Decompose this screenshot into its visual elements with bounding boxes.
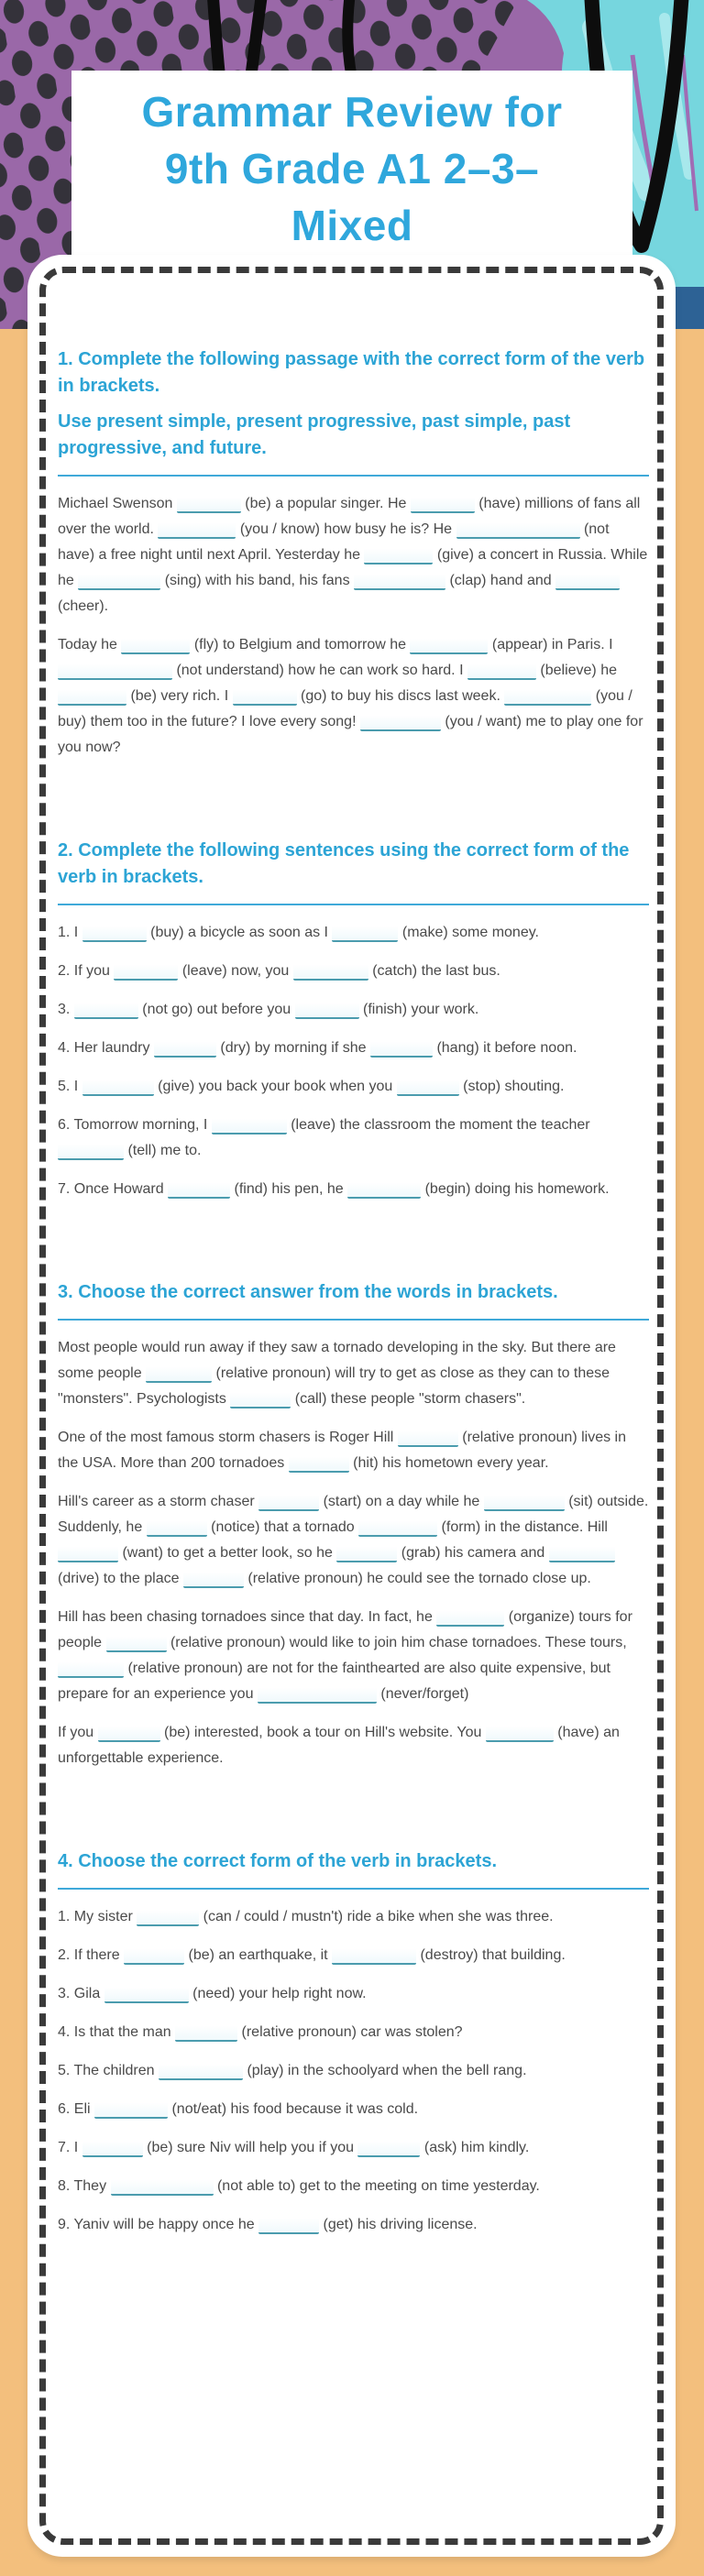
passage-paragraph <box>58 1335 649 1412</box>
worksheet-title <box>79 83 625 254</box>
answer-blank[interactable] <box>258 1489 319 1511</box>
text-run: 1. I <box>58 925 82 940</box>
answer-blank[interactable] <box>114 959 178 981</box>
sentence-item <box>58 920 649 946</box>
text-run: (can / could / mustn't) ride a bike when she was three. <box>199 1909 554 1924</box>
text-run: 8. They <box>58 2178 111 2194</box>
answer-blank[interactable] <box>436 1605 504 1627</box>
answer-blank[interactable] <box>82 2135 143 2157</box>
sentence-item <box>58 2135 649 2161</box>
sentence-item <box>58 1074 649 1100</box>
section-subheading: Use present simple, present progressive, past simple, past progressive, and future. <box>58 411 571 458</box>
text-run: (relative pronoun) are not for the fainthearted are also quite expensive, but prepare for an experience you <box>58 1661 610 1702</box>
text-run: (not have) a free night until next April. Yesterday he <box>58 521 610 563</box>
text-run: 5. I <box>58 1079 82 1094</box>
sentence-item <box>58 997 649 1023</box>
text-run: (you / buy) them too in the future? I love every song! <box>58 688 632 729</box>
answer-blank[interactable] <box>146 1361 212 1383</box>
text-run: (cheer). <box>58 598 109 614</box>
worksheet-card <box>28 255 676 2557</box>
heading-divider <box>58 1888 649 1890</box>
text-run: 2. If there <box>58 1947 125 1963</box>
answer-blank[interactable] <box>410 632 488 654</box>
text-run: (leave) the classroom the moment the teacher <box>286 1117 590 1133</box>
text-run: (destroy) that building. <box>416 1947 566 1963</box>
sentence-item <box>58 1036 649 1061</box>
text-run: (give) a concert in Russia. While he <box>58 547 648 588</box>
passage-paragraph <box>58 1489 649 1592</box>
answer-blank[interactable] <box>124 1943 184 1965</box>
answer-blank[interactable] <box>94 2097 168 2119</box>
answer-blank[interactable] <box>354 568 446 590</box>
worksheet-title-box <box>72 71 632 270</box>
answer-blank[interactable] <box>398 1425 458 1447</box>
text-run: (not able to) get to the meeting on time yesterday. <box>213 2178 540 2194</box>
text-run: Most people would run away if they saw a tornado developing in the sky. But there are some people <box>58 1340 616 1381</box>
text-run: One of the most famous storm chasers is Roger Hill <box>58 1430 398 1445</box>
passage-paragraph <box>58 1605 649 1707</box>
text-run: (hit) his hometown every year. <box>348 1455 549 1471</box>
answer-blank[interactable] <box>258 2212 319 2234</box>
text-run: (give) you back your book when you <box>153 1079 397 1094</box>
text-run: (relative pronoun) car was stolen? <box>237 2024 463 2040</box>
passage-paragraph <box>58 1425 649 1476</box>
answer-blank[interactable] <box>360 709 441 731</box>
section-heading: 3. Choose the correct answer from the words in brackets. <box>58 1282 558 1302</box>
sentence-item <box>58 2097 649 2122</box>
answer-blank[interactable] <box>212 1113 287 1135</box>
text-run: (call) these people "storm chasers". <box>291 1391 526 1407</box>
exercise-section-2 <box>58 838 649 1202</box>
title-line: Mixed <box>291 202 413 249</box>
section-heading: 1. Complete the following passage with the correct form of the verb in brackets. <box>58 349 645 396</box>
text-run: 6. Eli <box>58 2101 95 2117</box>
answer-blank[interactable] <box>82 1074 154 1096</box>
answer-blank[interactable] <box>233 684 297 706</box>
text-run: 3. <box>58 1002 74 1017</box>
passage-paragraph <box>58 491 649 619</box>
text-run: 1. My sister <box>58 1909 138 1924</box>
text-run: (begin) doing his homework. <box>421 1181 610 1197</box>
text-run: (ask) him kindly. <box>420 2140 530 2155</box>
text-run: Hill has been chasing tornadoes since that day. In fact, he <box>58 1609 437 1625</box>
section-heading: 4. Choose the correct form of the verb in brackets. <box>58 1851 498 1871</box>
heading-divider <box>58 1319 649 1321</box>
answer-blank[interactable] <box>58 1656 124 1678</box>
text-run: (dry) by morning if she <box>215 1040 370 1056</box>
answer-blank[interactable] <box>358 1515 437 1537</box>
sentence-item <box>58 2058 649 2084</box>
answer-blank[interactable] <box>293 959 368 981</box>
text-run: If you <box>58 1725 98 1740</box>
answer-blank[interactable] <box>484 1489 565 1511</box>
heading-divider <box>58 904 649 905</box>
text-run: (grab) his camera and <box>397 1545 549 1561</box>
text-run: (not/eat) his food because it was cold. <box>168 2101 419 2117</box>
text-run: 4. Is that the man <box>58 2024 176 2040</box>
text-run: (not understand) how he can work so hard. I <box>172 663 468 678</box>
text-run: (tell) me to. <box>124 1143 202 1158</box>
answer-blank[interactable] <box>106 1630 167 1652</box>
answer-blank[interactable] <box>289 1451 349 1473</box>
sentence-item <box>58 1981 649 2007</box>
answer-blank[interactable] <box>111 2174 214 2196</box>
text-run: 3. Gila <box>58 1986 104 2001</box>
answer-blank[interactable] <box>154 1036 216 1058</box>
answer-blank[interactable] <box>556 568 620 590</box>
text-run: 7. Once Howard <box>58 1181 169 1197</box>
answer-blank[interactable] <box>58 1138 124 1160</box>
text-run: (clap) hand and <box>446 573 556 588</box>
text-run: (relative pronoun) lives in the USA. More than 200 tornadoes <box>58 1430 626 1471</box>
text-run: (start) on a day while he <box>319 1494 484 1509</box>
answer-blank[interactable] <box>332 920 398 942</box>
exercise-section-1 <box>58 346 649 761</box>
text-run: (need) your help right now. <box>188 1986 367 2001</box>
answer-blank[interactable] <box>158 517 236 539</box>
text-run: (stop) shouting. <box>458 1079 565 1094</box>
sentence-item <box>58 1177 649 1202</box>
answer-blank[interactable] <box>358 2135 420 2157</box>
answer-blank[interactable] <box>159 2058 243 2080</box>
text-run: (go) to buy his discs last week. <box>296 688 505 704</box>
answer-blank[interactable] <box>468 658 536 680</box>
answer-blank[interactable] <box>168 1177 230 1199</box>
sentence-item <box>58 1943 649 1968</box>
text-run: (be) sure Niv will help you if you <box>142 2140 358 2155</box>
answer-blank[interactable] <box>177 491 241 513</box>
heading-divider <box>58 475 649 477</box>
text-run: (be) very rich. I <box>126 688 233 704</box>
text-run: (catch) the last bus. <box>368 963 500 979</box>
text-run: 4. Her laundry <box>58 1040 154 1056</box>
answer-blank[interactable] <box>397 1074 459 1096</box>
text-run: (make) some money. <box>398 925 539 940</box>
answer-blank[interactable] <box>347 1177 421 1199</box>
text-run: (get) his driving license. <box>319 2217 478 2232</box>
answer-blank[interactable] <box>104 1981 189 2003</box>
answer-blank[interactable] <box>183 1566 244 1588</box>
answer-blank[interactable] <box>504 684 591 706</box>
answer-blank[interactable] <box>332 1943 416 1965</box>
text-run: (form) in the distance. Hill <box>437 1519 608 1535</box>
answer-blank[interactable] <box>411 491 475 513</box>
answer-blank[interactable] <box>82 920 147 942</box>
answer-blank[interactable] <box>137 1904 199 1926</box>
text-run: (fly) to Belgium and tomorrow he <box>190 637 411 652</box>
text-run: (believe) he <box>535 663 617 678</box>
text-run: (you / want) me to play one for you now? <box>58 714 644 755</box>
answer-blank[interactable] <box>58 684 126 706</box>
sentence-item <box>58 1113 649 1164</box>
answer-blank[interactable] <box>74 997 138 1019</box>
text-run: (notice) that a tornado <box>206 1519 359 1535</box>
answer-blank[interactable] <box>336 1540 397 1562</box>
text-run: (relative pronoun) he could see the tornado close up. <box>243 1571 591 1586</box>
answer-blank[interactable] <box>456 517 580 539</box>
passage-paragraph <box>58 1720 649 1771</box>
passage-paragraph <box>58 632 649 761</box>
title-line: Grammar Review for <box>141 88 563 136</box>
text-run: (leave) now, you <box>178 963 293 979</box>
answer-blank[interactable] <box>58 1540 118 1562</box>
exercise-section-4 <box>58 1848 649 2238</box>
text-run: (be) an earthquake, it <box>184 1947 333 1963</box>
text-run: 2. If you <box>58 963 115 979</box>
answer-blank[interactable] <box>370 1036 433 1058</box>
answer-blank[interactable] <box>78 568 160 590</box>
answer-blank[interactable] <box>486 1720 554 1742</box>
text-run: (find) his pen, he <box>230 1181 348 1197</box>
text-run: (appear) in Paris. I <box>488 637 613 652</box>
text-run: (hang) it before noon. <box>433 1040 578 1056</box>
sentence-item <box>58 959 649 984</box>
text-run: 9. Yaniv will be happy once he <box>58 2217 259 2232</box>
text-run: (sing) with his band, his fans <box>160 573 355 588</box>
answer-blank[interactable] <box>175 2020 237 2042</box>
text-run: (never/forget) <box>376 1686 469 1702</box>
text-run: (you / know) how busy he is? He <box>236 521 456 537</box>
text-run: Today he <box>58 637 122 652</box>
answer-blank[interactable] <box>364 543 433 565</box>
answer-blank[interactable] <box>549 1540 615 1562</box>
text-run: (not go) out before you <box>138 1002 295 1017</box>
answer-blank[interactable] <box>258 1682 377 1704</box>
text-run: (finish) your work. <box>358 1002 479 1017</box>
exercise-section-3 <box>58 1279 649 1771</box>
answer-blank[interactable] <box>147 1515 207 1537</box>
text-run: (play) in the schoolyard when the bell rang. <box>243 2063 527 2078</box>
answer-blank[interactable] <box>121 632 190 654</box>
text-run: 7. I <box>58 2140 82 2155</box>
text-run: (sit) outside. Suddenly, he <box>58 1494 649 1535</box>
answer-blank[interactable] <box>98 1720 160 1742</box>
text-run: Michael Swenson <box>58 496 177 511</box>
text-run: Hill's career as a storm chaser <box>58 1494 259 1509</box>
text-run: 5. The children <box>58 2063 159 2078</box>
text-run: (relative pronoun) will try to get as close as they can to these "monsters". Psychologists <box>58 1365 610 1407</box>
section-heading: 2. Complete the following sentences using the correct form of the verb in brackets. <box>58 840 630 887</box>
text-run: (buy) a bicycle as soon as I <box>146 925 333 940</box>
worksheet-content <box>58 255 649 2557</box>
text-run: (have) an unforgettable experience. <box>58 1725 620 1766</box>
text-run: (have) millions of fans all over the world. <box>58 496 641 537</box>
sentence-item <box>58 2174 649 2199</box>
text-run: 6. Tomorrow morning, I <box>58 1117 212 1133</box>
text-run: (want) to get a better look, so he <box>118 1545 337 1561</box>
text-run: (be) interested, book a tour on Hill's website. You <box>160 1725 486 1740</box>
answer-blank[interactable] <box>230 1387 291 1409</box>
sentence-item <box>58 2212 649 2238</box>
text-run: (be) a popular singer. He <box>240 496 411 511</box>
text-run: (drive) to the place <box>58 1571 183 1586</box>
text-run: (organize) tours for people <box>58 1609 632 1650</box>
answer-blank[interactable] <box>58 658 172 680</box>
answer-blank[interactable] <box>295 997 359 1019</box>
title-line: 9th Grade A1 2–3– <box>164 145 540 192</box>
text-run: (relative pronoun) would like to join him chase tornadoes. These tours, <box>166 1635 627 1650</box>
sentence-item <box>58 1904 649 1930</box>
sentence-item <box>58 2020 649 2045</box>
